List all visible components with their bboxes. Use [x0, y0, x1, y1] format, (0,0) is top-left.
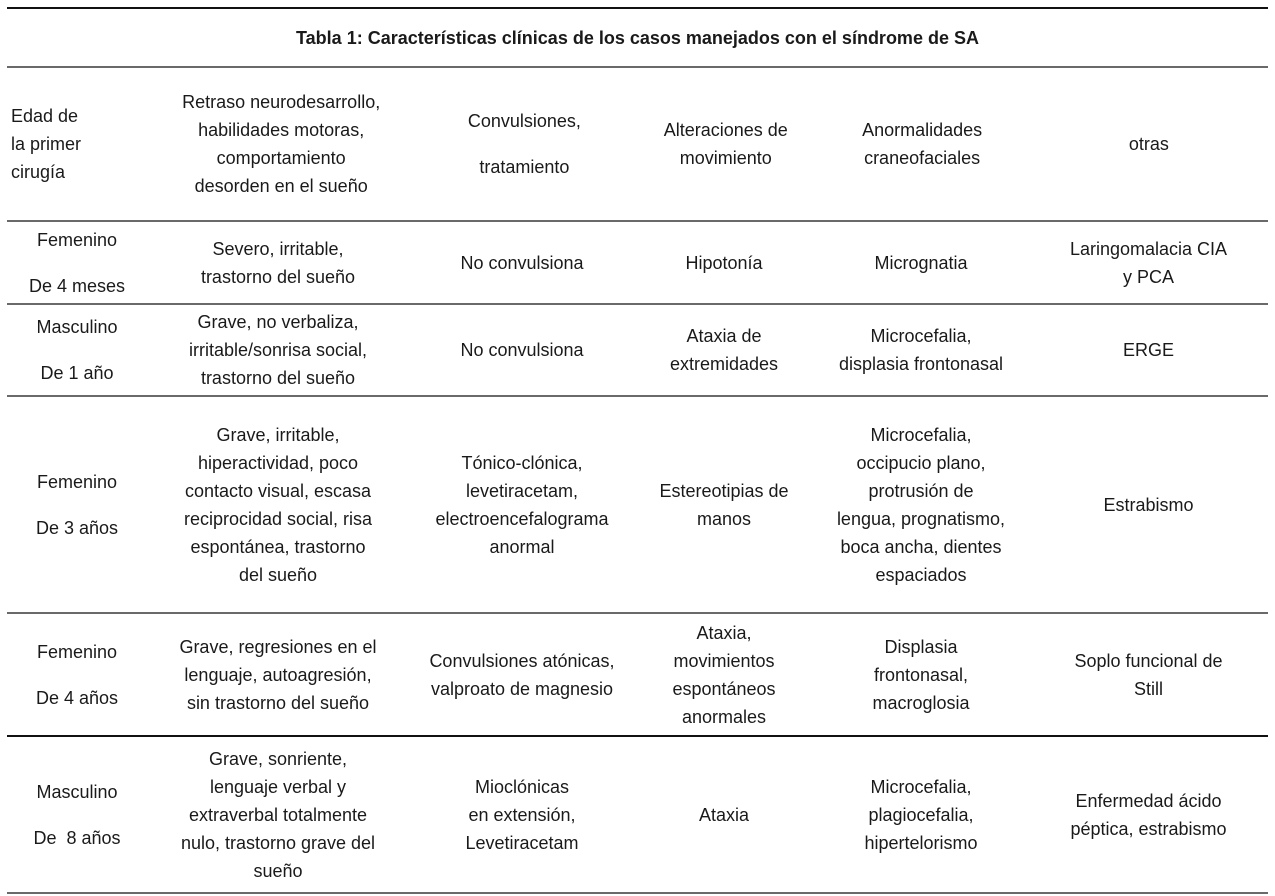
- cell-neurodevelopment: [147, 397, 409, 612]
- cell-line: Laringomalacia CIA: [1069, 238, 1228, 259]
- cell-line: lenguaje verbal y: [209, 776, 347, 797]
- header-seizures-line2: [479, 153, 569, 181]
- cell-line: anormal: [489, 536, 555, 557]
- header-age: [7, 68, 151, 220]
- cell-sex-age: [7, 614, 147, 735]
- cell-line: Ataxia: [698, 804, 750, 825]
- cell-movement: [635, 222, 813, 303]
- header-movement: [637, 68, 814, 220]
- cell-line: protrusión de: [868, 480, 974, 501]
- cell-line: contacto visual, escasa: [184, 480, 372, 501]
- cell-line: No convulsiona: [460, 252, 584, 273]
- cell-others: [1029, 614, 1268, 735]
- header-others: [1030, 68, 1268, 220]
- cell-age: De 1 año: [40, 363, 114, 383]
- cell-line: Convulsiones atónicas,: [429, 650, 615, 671]
- cell-others: [1029, 305, 1268, 395]
- cell-line: Grave, irritable,: [216, 424, 340, 445]
- cell-line: otras: [1128, 134, 1169, 154]
- cell-line: Tónico-clónica,: [461, 452, 583, 473]
- cell-line: movimiento: [679, 148, 772, 168]
- table-row: [7, 737, 1268, 892]
- cell-neurodevelopment: [147, 222, 409, 303]
- cell-line: ERGE: [1122, 340, 1174, 360]
- cell-movement: [635, 397, 813, 612]
- cell-craniofacial: [813, 737, 1029, 892]
- cell-line: Edad de: [11, 106, 79, 126]
- cell-line: lenguaje, autoagresión,: [184, 664, 372, 685]
- cell-seizures: [409, 397, 635, 612]
- cell-line: nulo, trastorno grave del: [180, 832, 376, 853]
- cell-line: Hipotonía: [685, 252, 763, 273]
- cell-line: desorden en el sueño: [194, 176, 368, 196]
- cell-line: Estrabismo: [1103, 494, 1194, 515]
- cell-line: levetiracetam,: [465, 480, 579, 501]
- cell-sex-age: [7, 397, 147, 612]
- cell-line: craneofaciales: [864, 148, 981, 168]
- cell-line: cirugía: [11, 162, 66, 182]
- cell-line: sueño: [253, 860, 303, 881]
- cell-movement: [635, 305, 813, 395]
- cell-line: Convulsiones,: [467, 111, 581, 131]
- cell-line: en extensión,: [468, 804, 576, 825]
- cell-line: comportamiento: [216, 148, 346, 168]
- cell-others: [1029, 397, 1268, 612]
- cell-line: Microcefalia,: [870, 424, 972, 445]
- cell-line: extremidades: [669, 354, 779, 374]
- cell-line: Micrognatia: [874, 252, 968, 273]
- cell-line: Severo, irritable,: [212, 238, 344, 259]
- cell-seizures: [409, 222, 635, 303]
- cell-others: [1029, 222, 1268, 303]
- cell-sex-age: [7, 222, 147, 303]
- cell-line: Anormalidades: [862, 120, 983, 140]
- header-row: [7, 68, 1268, 220]
- cell-sex-age: [7, 737, 147, 892]
- cell-seizures: [409, 737, 635, 892]
- cell-age: De 8 años: [33, 827, 121, 848]
- cell-line: plagiocefalia,: [868, 804, 974, 825]
- cell-line: Grave, no verbaliza,: [197, 312, 359, 332]
- table-row: [7, 305, 1268, 395]
- cell-line: péptica, estrabismo: [1070, 818, 1227, 839]
- cell-line: No convulsiona: [460, 340, 584, 360]
- cell-line: manos: [696, 508, 752, 529]
- cell-line: Grave, sonriente,: [208, 748, 348, 769]
- cell-line: espontánea, trastorno: [190, 536, 366, 557]
- cell-others: [1029, 737, 1268, 892]
- cell-line: la primer: [11, 134, 82, 154]
- cell-neurodevelopment: [147, 614, 409, 735]
- cell-craniofacial: [813, 614, 1029, 735]
- cell-age: De 4 años: [35, 687, 119, 708]
- cell-line: Enfermedad ácido: [1075, 790, 1222, 811]
- cell-line: y PCA: [1122, 266, 1174, 287]
- cell-line: espontáneos: [672, 678, 776, 699]
- cell-line: Mioclónicas: [474, 776, 570, 797]
- cell-sex: Masculino: [36, 781, 118, 802]
- cell-line: Estereotipias de: [659, 480, 789, 501]
- cell-line: tratamiento: [479, 157, 570, 177]
- cell-movement: [635, 737, 813, 892]
- table-row: [7, 397, 1268, 612]
- header-seizures: [412, 68, 637, 220]
- cell-line: del sueño: [238, 564, 318, 585]
- cell-sex: Femenino: [36, 641, 118, 662]
- cell-line: Retraso neurodesarrollo,: [182, 92, 381, 112]
- table-title: Tabla 1: Características clínicas de los casos manejados con el síndrome de SA: [296, 27, 979, 48]
- cell-line: Displasia: [884, 636, 958, 657]
- cell-line: valproato de magnesio: [430, 678, 614, 699]
- cell-craniofacial: [813, 222, 1029, 303]
- cell-line: espaciados: [875, 564, 967, 585]
- cell-line: displasia frontonasal: [838, 354, 1004, 374]
- table-row: [7, 614, 1268, 735]
- cell-sex: Masculino: [36, 317, 118, 337]
- cell-line: occipucio plano,: [856, 452, 986, 473]
- cell-line: reciprocidad social, risa: [183, 508, 373, 529]
- header-seizures-line1: [468, 107, 581, 135]
- cell-line: Microcefalia,: [870, 326, 972, 346]
- cell-line: Soplo funcional de: [1074, 650, 1223, 671]
- header-neurodevelopment: [151, 68, 412, 220]
- cell-sex: Femenino: [36, 471, 118, 492]
- cell-line: Still: [1133, 678, 1163, 699]
- cell-line: Levetiracetam: [465, 832, 579, 853]
- cell-line: hipertelorismo: [864, 832, 978, 853]
- cell-line: trastorno del sueño: [200, 266, 356, 287]
- cell-line: hiperactividad, poco: [197, 452, 359, 473]
- cell-craniofacial: [813, 397, 1029, 612]
- cell-line: habilidades motoras,: [198, 120, 365, 140]
- cell-line: Microcefalia,: [870, 776, 972, 797]
- cell-line: lengua, prognatismo,: [836, 508, 1006, 529]
- cell-line: macroglosia: [872, 692, 970, 713]
- cell-line: boca ancha, dientes: [840, 536, 1002, 557]
- cell-line: Ataxia de: [686, 326, 762, 346]
- cell-sex: Femenino: [36, 229, 118, 250]
- header-craniofacial: [814, 68, 1029, 220]
- cell-line: movimientos: [673, 650, 775, 671]
- cell-movement: [635, 614, 813, 735]
- cell-line: Alteraciones de: [663, 120, 788, 140]
- cell-seizures: [409, 614, 635, 735]
- row-rule: [7, 892, 1268, 894]
- cell-line: irritable/sonrisa social,: [188, 340, 368, 360]
- cell-line: Ataxia,: [696, 622, 752, 643]
- cell-seizures: [409, 305, 635, 395]
- cell-line: extraverbal totalmente: [188, 804, 368, 825]
- cell-line: anormales: [681, 706, 767, 727]
- cell-craniofacial: [813, 305, 1029, 395]
- cell-line: trastorno del sueño: [200, 368, 356, 388]
- cell-sex-age: [7, 305, 147, 395]
- cell-neurodevelopment: [147, 305, 409, 395]
- cell-line: electroencefalograma: [435, 508, 609, 529]
- cell-age: De 4 meses: [28, 275, 126, 296]
- cell-age: De 3 años: [35, 517, 119, 538]
- cell-line: frontonasal,: [873, 664, 969, 685]
- cell-line: Grave, regresiones en el: [179, 636, 377, 657]
- table-row: [7, 222, 1268, 303]
- cell-line: sin trastorno del sueño: [186, 692, 370, 713]
- cell-neurodevelopment: [147, 737, 409, 892]
